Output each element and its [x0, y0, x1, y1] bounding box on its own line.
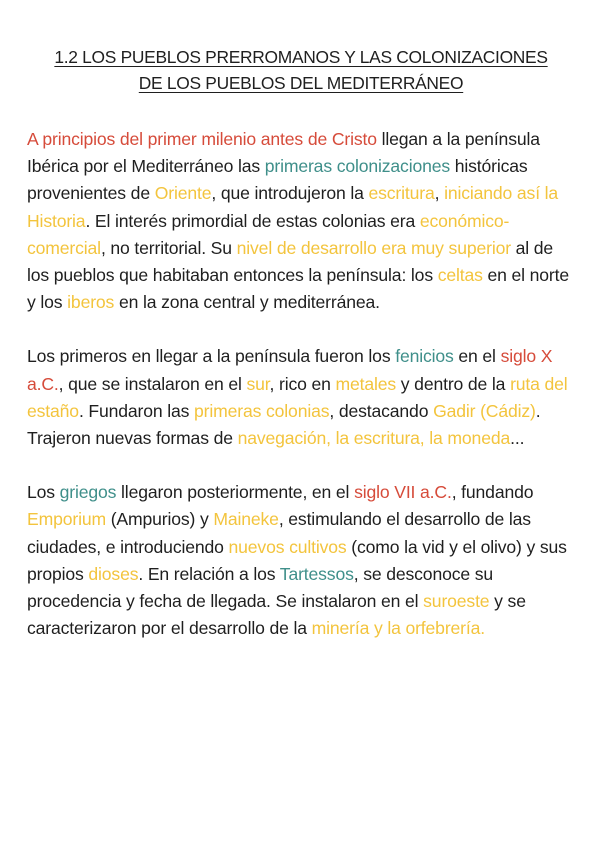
text-segment: Oriente [154, 183, 212, 204]
text-segment: , no territorial. Su [100, 237, 237, 258]
text-segment: . Fundaron las [78, 400, 195, 421]
text-segment: A principios del primer milenio antes de Cristo [27, 129, 377, 149]
text-segment: al de los pueblos que habitaban entonces la península: los [27, 237, 554, 286]
text-segment: . Trajeron nuevas formas de [27, 400, 541, 449]
text-segment: griegos [59, 482, 117, 503]
text-segment: y dentro de la [396, 373, 511, 394]
text-segment: suroeste [423, 591, 490, 612]
paragraph-2 [27, 343, 575, 452]
text-segment: en el [453, 346, 501, 367]
text-segment: siglo X a.C. [27, 346, 553, 394]
title-line-1: 1.2 LOS PUEBLOS PRERROMANOS Y LAS COLONIZACIONES [54, 47, 548, 67]
text-segment: celtas [437, 265, 483, 286]
text-segment: en la zona central y mediterránea. [114, 292, 380, 313]
paragraph-3 [27, 479, 575, 642]
text-segment: llegaron posteriormente, en el [116, 482, 355, 503]
text-segment: iberos [67, 292, 115, 313]
text-segment: , estimulando el desarrollo de las ciudades, e introduciendo [27, 509, 531, 557]
text-segment: y se caracterizaron por el desarrollo de la [27, 591, 526, 639]
text-segment: , rico en [269, 373, 336, 394]
text-segment: Los [27, 482, 60, 503]
text-segment: Gadir (Cádiz) [433, 400, 536, 421]
text-segment: en el norte y los [27, 265, 569, 313]
text-segment: , destacando [329, 400, 434, 421]
text-segment: escritura [368, 183, 435, 204]
text-segment: minería y la orfebrería. [311, 618, 485, 639]
text-segment: , que se instalaron en el [58, 373, 247, 394]
text-segment: sur [246, 373, 270, 394]
text-segment: , [434, 183, 445, 204]
text-segment: Los primeros en llegar a la península fueron los [27, 346, 396, 367]
page-title [27, 44, 575, 96]
text-segment: (Ampurios) y [105, 509, 214, 530]
text-segment: Tartessos [279, 563, 354, 584]
document-page [27, 44, 575, 669]
text-segment: ... [510, 428, 525, 449]
text-segment: fenicios [395, 346, 454, 367]
text-segment: , se desconoce su procedencia y fecha de llegada. Se instalaron en el [27, 563, 494, 612]
text-segment: Emporium [27, 509, 106, 530]
text-segment: , fundando [451, 482, 534, 503]
text-segment: primeras colonizaciones [264, 156, 451, 177]
text-segment: , que introdujeron la [211, 183, 369, 204]
text-segment: primeras colonias [194, 400, 330, 421]
text-segment: navegación, la escritura, la moneda [237, 428, 511, 449]
text-segment: económico-comercial [27, 210, 510, 258]
title-line-2: DE LOS PUEBLOS DEL MEDITERRÁNEO [138, 73, 464, 93]
text-segment: . El interés primordial de estas colonias era [85, 210, 420, 231]
text-segment: ruta del estaño [27, 373, 568, 421]
text-segment: . En relación a los [138, 563, 280, 584]
text-segment: dioses [88, 563, 139, 584]
text-segment: (como la vid y el olivo) y sus propios [27, 536, 567, 584]
text-segment: nivel de desarrollo era muy superior [236, 237, 511, 258]
text-segment: históricas provenientes de [27, 156, 528, 204]
text-segment: metales [335, 373, 397, 394]
text-segment: Maineke [213, 509, 279, 530]
text-segment: iniciando así la Historia [27, 183, 559, 231]
text-segment: nuevos cultivos [228, 536, 347, 557]
text-segment: siglo VII a.C. [354, 482, 452, 503]
paragraph-1 [27, 126, 575, 316]
text-segment: llegan a la península Ibérica por el Mediterráneo las [27, 129, 540, 177]
